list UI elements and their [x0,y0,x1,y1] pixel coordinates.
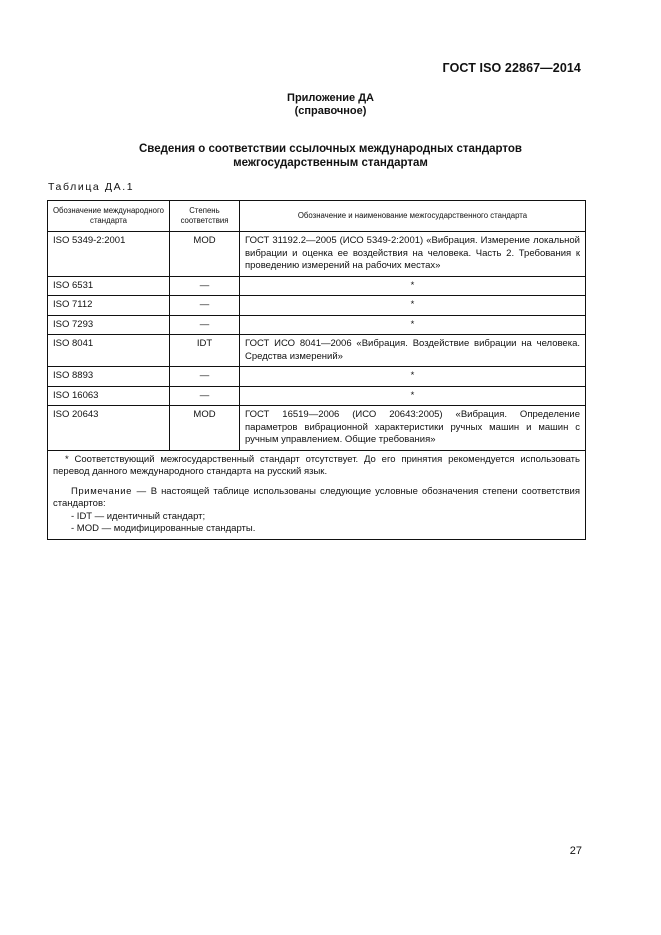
standard-code: ГОСТ ISO 22867—2014 [442,61,581,75]
cell-national: ГОСТ 31192.2—2005 (ИСО 5349-2:2001) «Вибрация. Измерение локальной вибрации и оценка ее воздействия на человека. Часть 2. Требования к проведению измерений на рабочих местах» [240,232,586,277]
section-title [0,142,661,170]
cell-intl: ISO 20643 [48,406,170,451]
cell-national: * [240,315,586,335]
table-caption: Таблица ДА.1 [48,181,135,193]
header-national-standard: Обозначение и наименование межгосударственного стандарта [240,201,586,232]
cell-degree: — [170,315,240,335]
cell-national: * [240,276,586,296]
cell-degree: IDT [170,335,240,367]
cell-degree: — [170,296,240,316]
cell-intl: ISO 16063 [48,386,170,406]
note-text: В настоящей таблице использованы следующие условные обозначения степени соответствия стандартов: [53,485,581,509]
cell-national: ГОСТ ИСО 8041—2006 «Вибрация. Воздействие вибрации на человека. Средства измерений» [240,335,586,367]
cell-intl: ISO 5349-2:2001 [48,232,170,277]
cell-intl: ISO 7293 [48,315,170,335]
table-row [48,232,586,277]
cell-degree: MOD [170,232,240,277]
note-label: Примечание — [71,485,147,497]
table-footnote: * Соответствующий межгосударственный стандарт отсутствует. До его принятия рекомендуется использовать перевод данного международного стандарта на русский язык. [53,453,580,477]
annex-heading [0,92,661,118]
table-row [48,315,586,335]
table-row [48,406,586,451]
cell-degree: MOD [170,406,240,451]
table-notes-row [48,450,586,539]
cell-intl: ISO 8893 [48,367,170,387]
table-note [53,486,580,511]
table-header-row [48,201,586,232]
table-row [48,386,586,406]
cell-national: * [240,296,586,316]
note-item: - MOD — модифицированные стандарты. [71,523,256,534]
table-notes [48,450,586,539]
annex-subtitle: (справочное) [294,105,367,117]
table-row [48,335,586,367]
correspondence-table [47,200,586,540]
cell-national: * [240,367,586,387]
cell-national: ГОСТ 16519—2006 (ИСО 20643:2005) «Вибрация. Определение параметров вибрационной характеристики ручных машин и машин с ручным управлением. Общие требования» [240,406,586,451]
page-number: 27 [569,845,582,857]
cell-degree: — [170,276,240,296]
table-row [48,276,586,296]
cell-intl: ISO 6531 [48,276,170,296]
header-intl-standard: Обозначение международного стандарта [48,201,170,232]
table-row [48,367,586,387]
table-row [48,296,586,316]
header-degree: Степень соответствия [170,201,240,232]
cell-intl: ISO 8041 [48,335,170,367]
section-title-line2: межгосударственным стандартам [233,157,428,169]
cell-national: * [240,386,586,406]
cell-degree: — [170,386,240,406]
annex-title: Приложение ДА [287,92,374,104]
cell-degree: — [170,367,240,387]
note-item: - IDT — идентичный стандарт; [71,510,206,522]
cell-intl: ISO 7112 [48,296,170,316]
section-title-line1: Сведения о соответствии ссылочных международных стандартов [138,143,522,155]
